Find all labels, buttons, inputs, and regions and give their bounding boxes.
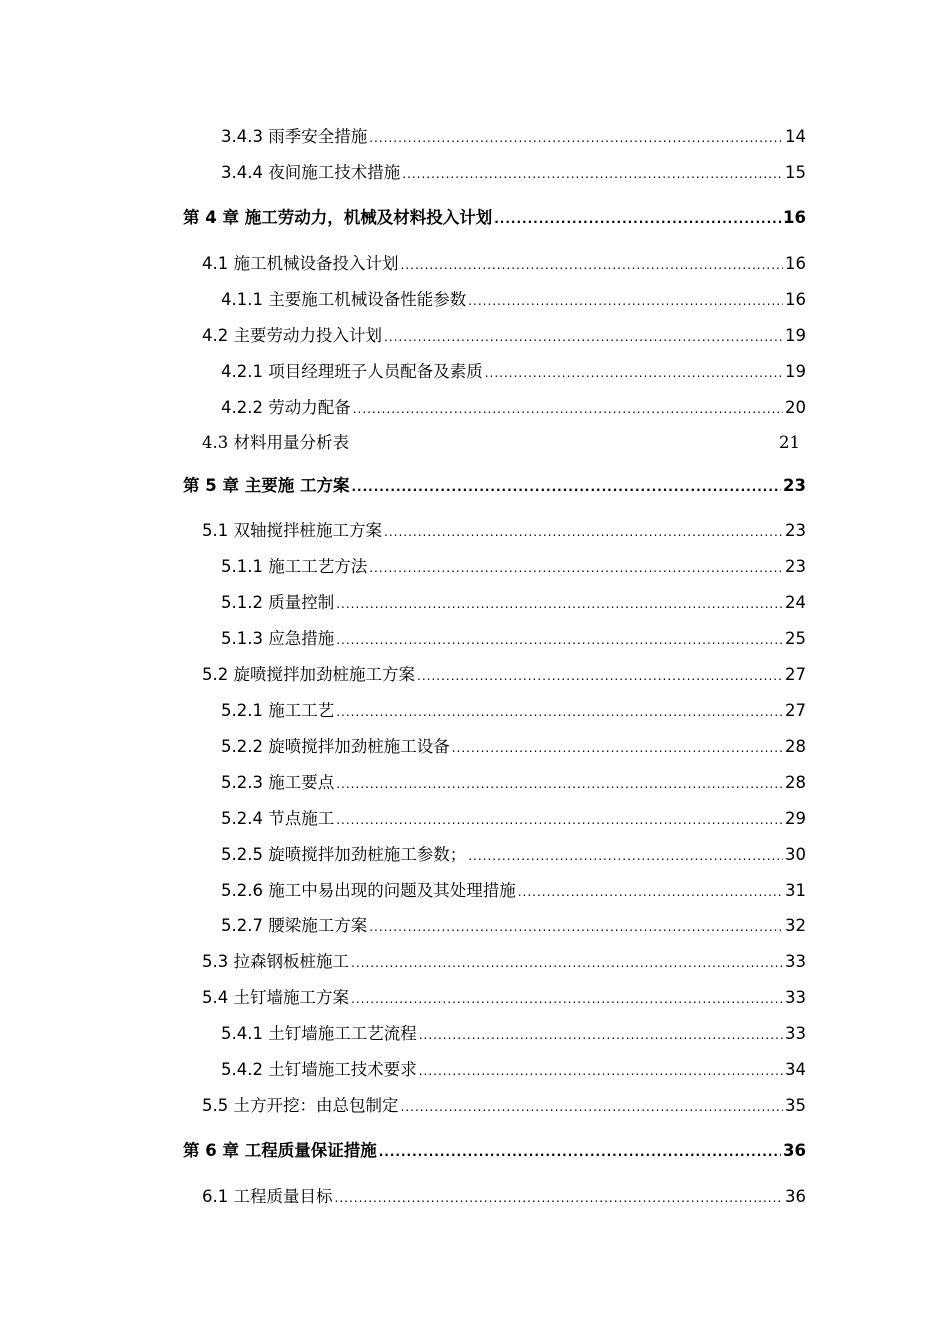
toc-entry-title: 第 4 章 施工劳动力，机械及材料投入计划 — [183, 208, 493, 227]
toc-entry[interactable] — [202, 662, 806, 688]
toc-dot-leader — [369, 914, 783, 940]
toc-entry-title: 5.4.2 土钉墙施工技术要求 — [221, 1060, 417, 1079]
toc-page-number: 27 — [785, 665, 806, 684]
toc-dot-leader — [518, 879, 783, 905]
toc-entry-title: 5.4 土钉墙施工方案 — [202, 988, 349, 1007]
toc-dot-leader — [369, 555, 783, 581]
toc-entry-title: 5.2.3 施工要点 — [221, 773, 335, 792]
toc-entry-title: 5.4.1 土钉墙施工工艺流程 — [221, 1024, 417, 1043]
toc-entry-title: 5.2.6 施工中易出现的问题及其处理措施 — [221, 881, 516, 900]
toc-entry[interactable] — [202, 949, 806, 975]
toc-dot-leader — [336, 627, 783, 653]
toc-page-number: 36 — [783, 1141, 806, 1160]
toc-page-number: 14 — [785, 127, 806, 146]
toc-dot-leader — [335, 1185, 784, 1211]
toc-entry[interactable] — [221, 770, 806, 796]
toc-entry-title: 5.3 拉森钢板桩施工 — [202, 952, 349, 971]
toc-dot-leader — [485, 360, 783, 386]
toc-entry[interactable] — [202, 518, 806, 544]
toc-dot-leader — [369, 125, 783, 151]
toc-entry-title: 5.1.1 施工工艺方法 — [221, 557, 368, 576]
toc-entry-title: 4.3 材料用量分析表 — [202, 433, 349, 452]
toc-dot-leader — [468, 843, 783, 869]
toc-dot-leader — [419, 1058, 783, 1084]
toc-dot-leader — [353, 396, 783, 422]
toc-chapter-entry[interactable] — [183, 205, 806, 231]
toc-entry[interactable] — [202, 430, 800, 456]
toc-entry[interactable] — [221, 359, 806, 385]
toc-entry-title: 5.1 双轴搅拌桩施工方案 — [202, 521, 382, 540]
toc-entry[interactable] — [221, 554, 806, 580]
toc-entry-title: 5.2.7 腰梁施工方案 — [221, 916, 368, 935]
toc-page-number: 27 — [785, 701, 806, 720]
toc-entry-title: 5.2.2 旋喷搅拌加劲桩施工设备 — [221, 737, 450, 756]
toc-dot-leader — [351, 474, 781, 500]
toc-page-number: 23 — [783, 476, 806, 495]
toc-page-number: 30 — [785, 845, 806, 864]
toc-entry-title: 5.1.2 质量控制 — [221, 593, 335, 612]
toc-entry[interactable] — [221, 698, 806, 724]
toc-page-number: 36 — [785, 1187, 806, 1206]
toc-dot-leader — [379, 1139, 781, 1165]
toc-entry-title: 4.2.2 劳动力配备 — [221, 398, 351, 417]
toc-page-number: 33 — [785, 988, 806, 1007]
toc-page-number: 32 — [785, 916, 806, 935]
toc-dot-leader — [336, 591, 783, 617]
toc-entry[interactable] — [221, 160, 806, 186]
toc-entry-title: 4.1 施工机械设备投入计划 — [202, 254, 399, 273]
toc-dot-leader — [494, 206, 781, 232]
toc-page-number: 28 — [785, 773, 806, 792]
toc-dot-leader — [402, 161, 783, 187]
toc-entry-title: 5.2 旋喷搅拌加劲桩施工方案 — [202, 665, 415, 684]
toc-entry[interactable] — [221, 287, 806, 313]
toc-entry[interactable] — [221, 878, 806, 904]
toc-entry-title: 6.1 工程质量目标 — [202, 1187, 333, 1206]
toc-entry-title: 4.2 主要劳动力投入计划 — [202, 326, 382, 345]
toc-dot-leader — [336, 771, 783, 797]
toc-entry[interactable] — [221, 913, 806, 939]
toc-entry[interactable] — [221, 734, 806, 760]
toc-entry[interactable] — [221, 842, 806, 868]
toc-entry-title: 5.1.3 应急措施 — [221, 629, 335, 648]
toc-page-number: 31 — [785, 881, 806, 900]
toc-entry[interactable] — [202, 1093, 806, 1119]
toc-page-number: 35 — [785, 1096, 806, 1115]
toc-entry[interactable] — [221, 590, 806, 616]
toc-dot-leader — [384, 324, 783, 350]
toc-dot-leader — [351, 950, 783, 976]
toc-entry-title: 5.2.1 施工工艺 — [221, 701, 335, 720]
toc-dot-leader — [419, 1022, 783, 1048]
toc-dot-leader — [401, 252, 784, 278]
toc-page-number: 19 — [785, 362, 806, 381]
toc-entry[interactable] — [221, 395, 806, 421]
toc-dot-leader — [417, 663, 783, 689]
toc-page-number: 16 — [783, 208, 806, 227]
toc-chapter-entry[interactable] — [183, 473, 806, 499]
toc-page-number: 19 — [785, 326, 806, 345]
toc-entry[interactable] — [202, 251, 806, 277]
toc-page-number: 33 — [785, 1024, 806, 1043]
toc-dot-leader — [336, 699, 783, 725]
toc-entry[interactable] — [202, 985, 806, 1011]
toc-entry[interactable] — [221, 124, 806, 150]
toc-dot-leader — [351, 986, 783, 1012]
toc-entry[interactable] — [202, 323, 806, 349]
toc-page-number: 33 — [785, 952, 806, 971]
toc-entry-title: 4.2.1 项目经理班子人员配备及素质 — [221, 362, 483, 381]
toc-page-number: 24 — [785, 593, 806, 612]
toc-page-number: 16 — [785, 290, 806, 309]
toc-page-number: 23 — [785, 521, 806, 540]
toc-dot-leader — [336, 807, 783, 833]
toc-entry-title: 3.4.4 夜间施工技术措施 — [221, 163, 401, 182]
toc-entry[interactable] — [221, 1021, 806, 1047]
toc-entry-title: 5.2.5 旋喷搅拌加劲桩施工参数； — [221, 845, 467, 864]
toc-chapter-entry[interactable] — [183, 1138, 806, 1164]
toc-entry-title: 5.2.4 节点施工 — [221, 809, 335, 828]
toc-dot-leader — [384, 519, 783, 545]
toc-dot-leader — [452, 735, 783, 761]
toc-dot-leader — [401, 1094, 784, 1120]
toc-entry[interactable] — [221, 1057, 806, 1083]
toc-entry[interactable] — [202, 1184, 806, 1210]
toc-entry-title: 3.4.3 雨季安全措施 — [221, 127, 368, 146]
toc-page-number: 20 — [785, 398, 806, 417]
toc-entry-title: 第 5 章 主要施 工方案 — [183, 476, 350, 495]
toc-dot-leader — [468, 288, 783, 314]
toc-entry[interactable] — [221, 626, 806, 652]
toc-page-number: 34 — [785, 1060, 806, 1079]
toc-page-number: 29 — [785, 809, 806, 828]
toc-entry-title: 第 6 章 工程质量保证措施 — [183, 1141, 377, 1160]
toc-page-number: 28 — [785, 737, 806, 756]
toc-entry[interactable] — [221, 806, 806, 832]
toc-page-number: 16 — [785, 254, 806, 273]
toc-page-number: 21 — [779, 433, 800, 452]
toc-entry-title: 4.1.1 主要施工机械设备性能参数 — [221, 290, 467, 309]
toc-page-number: 15 — [785, 163, 806, 182]
toc-entry-title: 5.5 土方开挖：由总包制定 — [202, 1096, 399, 1115]
toc-page-number: 23 — [785, 557, 806, 576]
toc-page-number: 25 — [785, 629, 806, 648]
